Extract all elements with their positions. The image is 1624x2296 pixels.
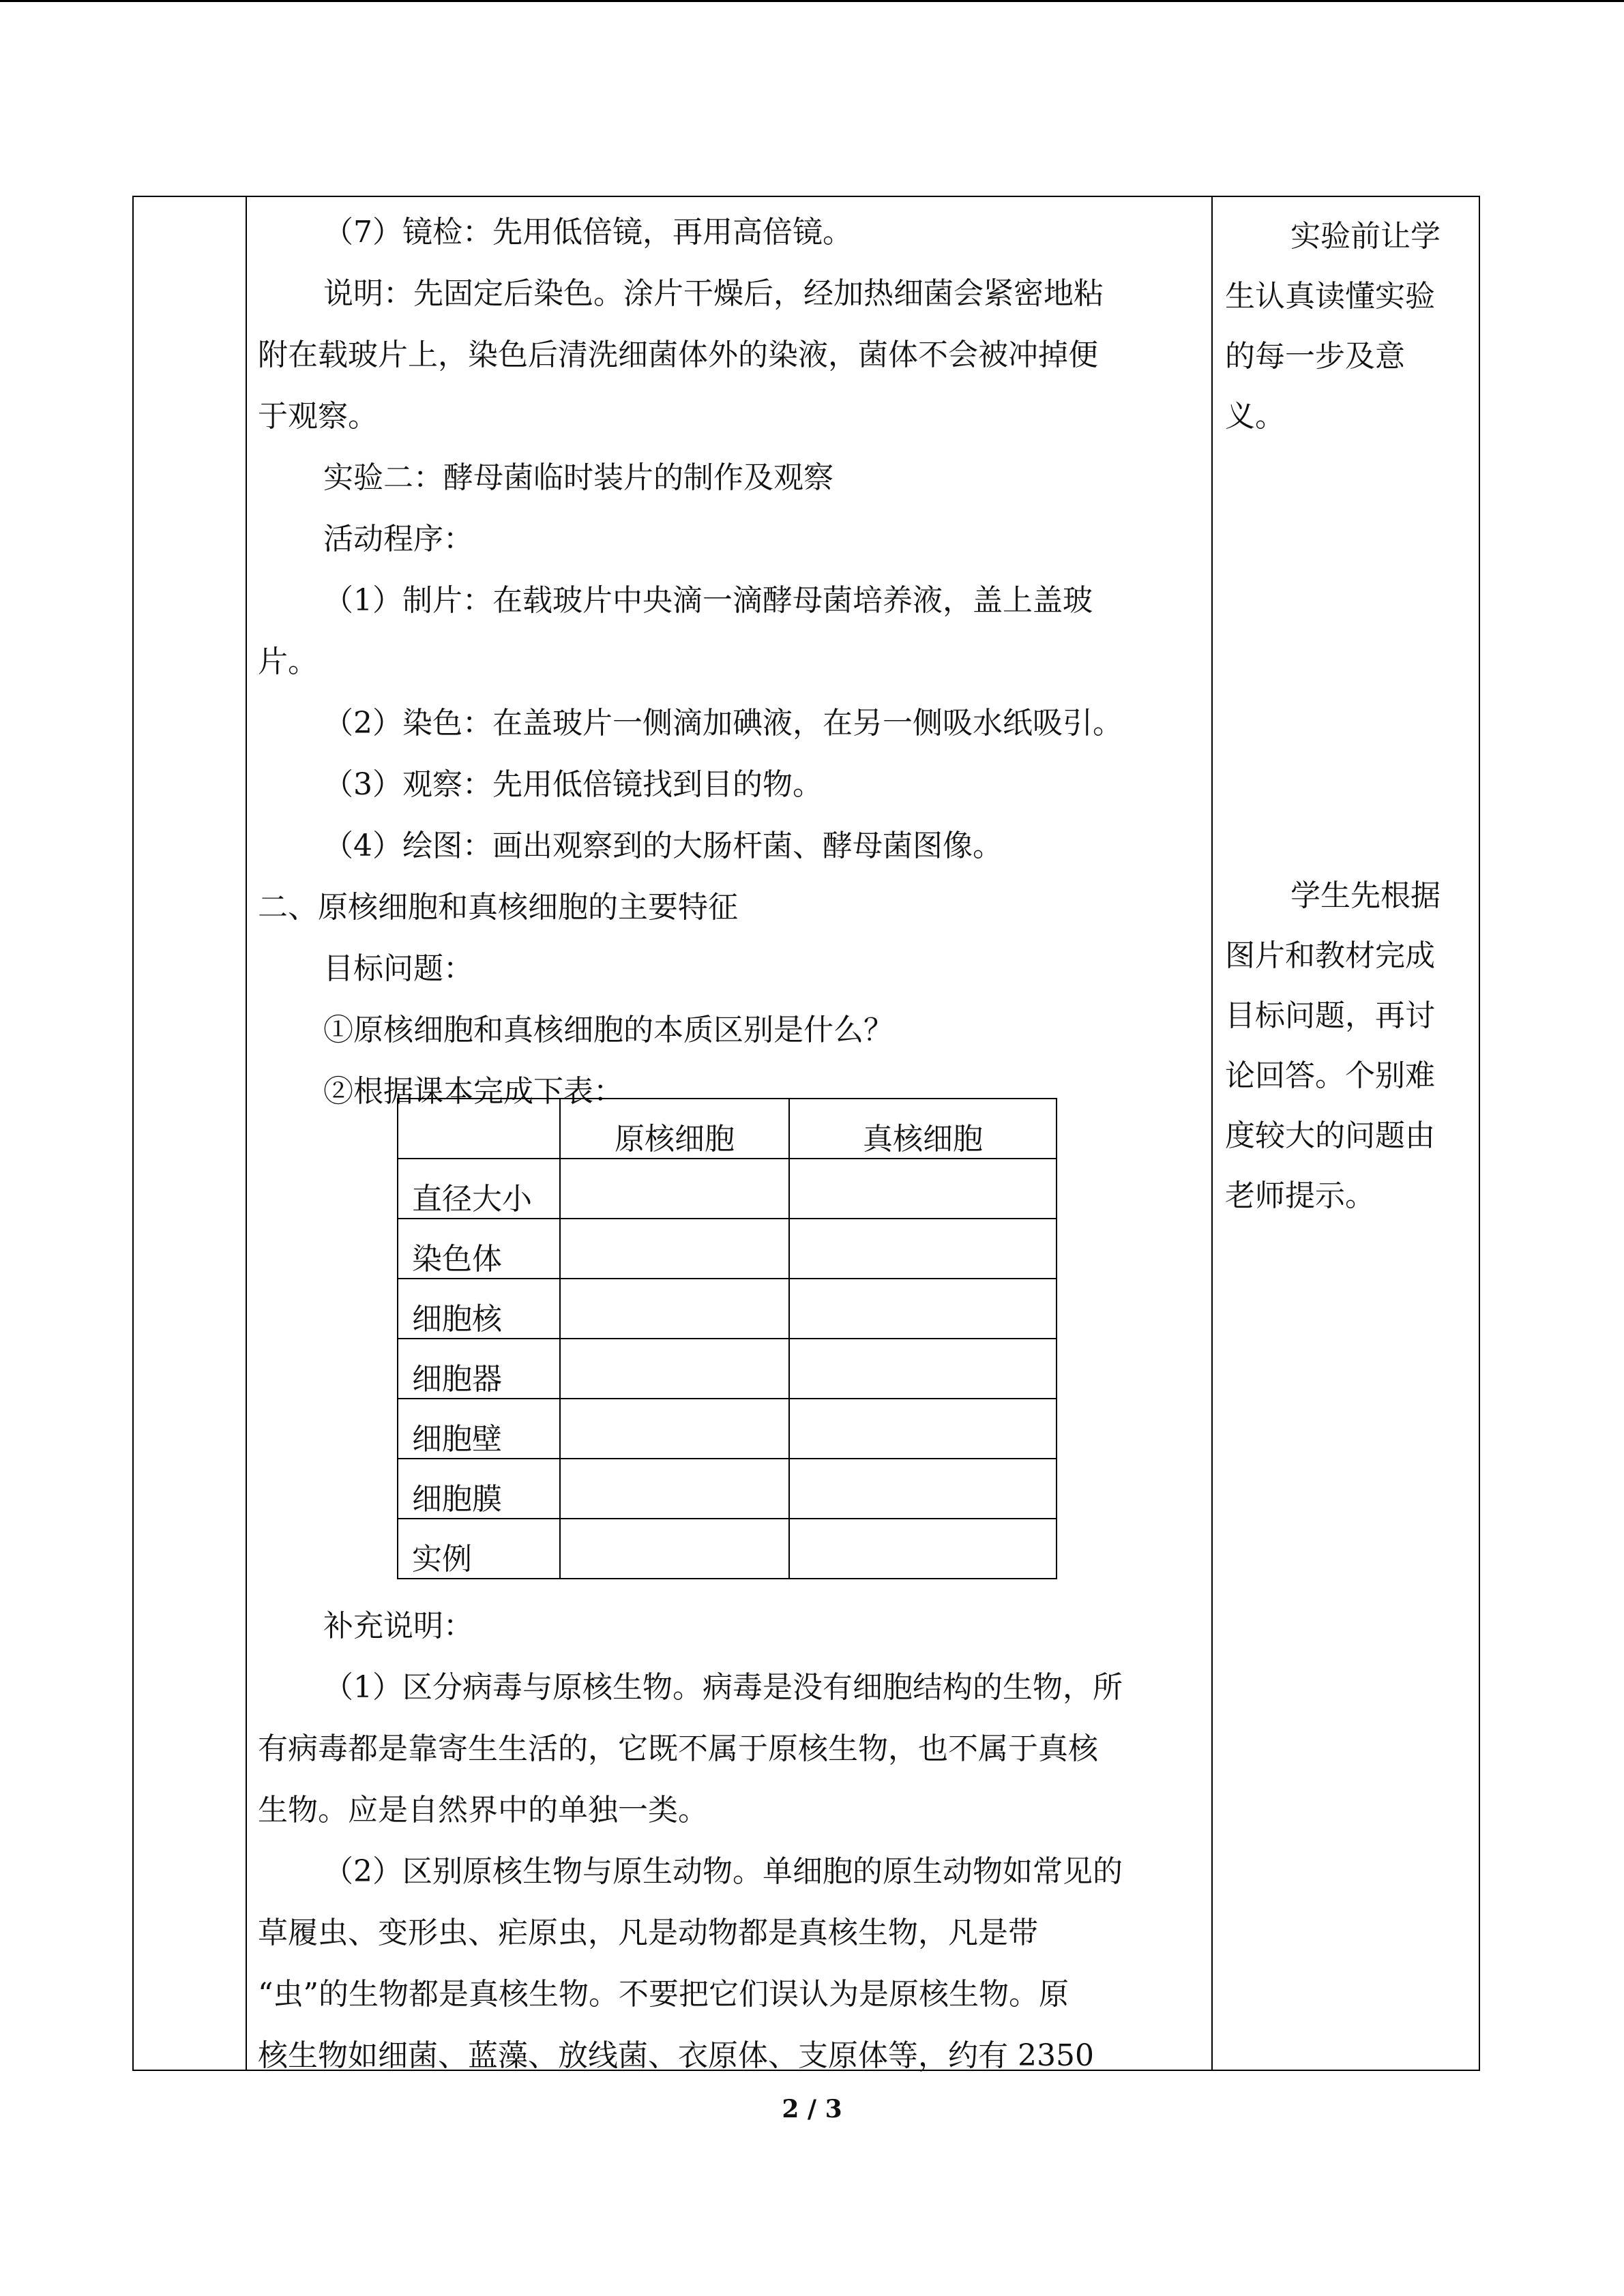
- page-number: 2 / 3: [782, 2095, 842, 2123]
- table-row: [398, 1219, 1057, 1279]
- column-divider-left: [246, 197, 247, 2070]
- supplement-heading: 补充说明：: [323, 1609, 473, 1643]
- header-prokaryotic: 原核细胞: [560, 1099, 789, 1159]
- row-label-examples: 实例: [398, 1519, 560, 1579]
- note-line-2: 附在载玻片上，染色后清洗细菌体外的染液，菌体不会被冲掉便: [258, 338, 1098, 372]
- blank-cell: [560, 1159, 789, 1219]
- row-label-cell-membrane: 细胞膜: [398, 1459, 560, 1519]
- table-row: [398, 1399, 1057, 1459]
- note-text: 实验前让学: [1290, 219, 1441, 254]
- supplement-line: （2）区别原核生物与原生动物。单细胞的原生动物如常见的: [323, 1854, 1123, 1889]
- row-label-cell-wall: 细胞壁: [398, 1399, 560, 1459]
- supplement-line: 核生物如细菌、蓝藻、放线菌、衣原体、支原体等，约有 2350: [258, 2038, 1094, 2073]
- note-text: 义。: [1225, 399, 1285, 434]
- supplement-line: 草履虫、变形虫、疟原虫，凡是动物都是真核生物，凡是带: [258, 1915, 1038, 1950]
- blank-cell: [789, 1399, 1057, 1459]
- note-line-1: 说明：先固定后染色。涂片干燥后，经加热细菌会紧密地粘: [323, 276, 1104, 311]
- blank-cell: [560, 1399, 789, 1459]
- blank-cell: [560, 1279, 789, 1339]
- teaching-content-column: [258, 202, 1199, 1122]
- header-empty-cell: [398, 1099, 560, 1159]
- row-label-diameter: 直径大小: [398, 1159, 560, 1219]
- header-eukaryotic: 真核细胞: [789, 1099, 1057, 1159]
- supplement-section: [258, 1596, 1199, 2087]
- target-questions-heading: 目标问题：: [323, 951, 473, 986]
- step-3-observation: （3）观察：先用低倍镜找到目的物。: [323, 767, 823, 802]
- row-label-chromosome: 染色体: [398, 1219, 560, 1279]
- teacher-note-1: [1225, 207, 1471, 447]
- supplement-line: “虫”的生物都是真核生物。不要把它们误认为是原核生物。原: [258, 1977, 1069, 2012]
- supplement-line: 生物。应是自然界中的单独一类。: [258, 1793, 708, 1828]
- note-text: 目标问题，再讨: [1225, 998, 1435, 1033]
- note-text: 学生先根据: [1290, 878, 1441, 913]
- note-text: 生认真读懂实验: [1225, 279, 1435, 314]
- table-row: [398, 1339, 1057, 1399]
- experiment-2-title: 实验二：酵母菌临时装片的制作及观察: [323, 460, 833, 495]
- row-label-nucleus: 细胞核: [398, 1279, 560, 1339]
- blank-cell: [789, 1219, 1057, 1279]
- table-row: [398, 1159, 1057, 1219]
- blank-cell: [560, 1519, 789, 1579]
- step-1-slide-prep-cont: 片。: [258, 644, 318, 679]
- column-divider-right: [1211, 197, 1213, 2070]
- row-label-organelles: 细胞器: [398, 1339, 560, 1399]
- note-text: 图片和教材完成: [1225, 938, 1435, 973]
- procedure-heading: 活动程序：: [323, 522, 473, 556]
- supplement-line: 有病毒都是靠寄生生活的，它既不属于原核生物，也不属于真核: [258, 1731, 1098, 1766]
- teacher-note-2: [1225, 866, 1471, 1226]
- note-text: 的每一步及意: [1225, 339, 1405, 374]
- question-1: ①原核细胞和真核细胞的本质区别是什么？: [323, 1013, 894, 1047]
- note-line-3: 于观察。: [258, 399, 378, 434]
- supplement-line: （1）区分病毒与原核生物。病毒是没有细胞结构的生物，所: [323, 1670, 1123, 1705]
- top-border-rule: [0, 0, 1624, 2]
- blank-cell: [789, 1519, 1057, 1579]
- blank-cell: [560, 1459, 789, 1519]
- note-text: 论回答。个别难: [1225, 1058, 1435, 1093]
- blank-cell: [560, 1339, 789, 1399]
- cell-comparison-table: [397, 1098, 1057, 1579]
- note-text: 老师提示。: [1225, 1178, 1375, 1213]
- table-row: [398, 1519, 1057, 1579]
- blank-cell: [789, 1279, 1057, 1339]
- step-7-microscopy: （7）镜检：先用低倍镜，再用高倍镜。: [323, 215, 853, 250]
- blank-cell: [560, 1219, 789, 1279]
- step-1-slide-prep: （1）制片：在载玻片中央滴一滴酵母菌培养液，盖上盖玻: [323, 583, 1093, 618]
- blank-cell: [789, 1159, 1057, 1219]
- step-4-drawing: （4）绘图：画出观察到的大肠杆菌、酵母菌图像。: [323, 829, 1003, 863]
- note-text: 度较大的问题由: [1225, 1118, 1435, 1153]
- step-2-staining: （2）染色：在盖玻片一侧滴加碘液，在另一侧吸水纸吸引。: [323, 706, 1123, 741]
- blank-cell: [789, 1459, 1057, 1519]
- blank-cell: [789, 1339, 1057, 1399]
- table-row: [398, 1279, 1057, 1339]
- comparison-header-row: [398, 1099, 1057, 1159]
- table-row: [398, 1459, 1057, 1519]
- section-2-heading: 二、原核细胞和真核细胞的主要特征: [258, 890, 738, 925]
- question-2: ②根据课本完成下表：: [323, 1074, 623, 1109]
